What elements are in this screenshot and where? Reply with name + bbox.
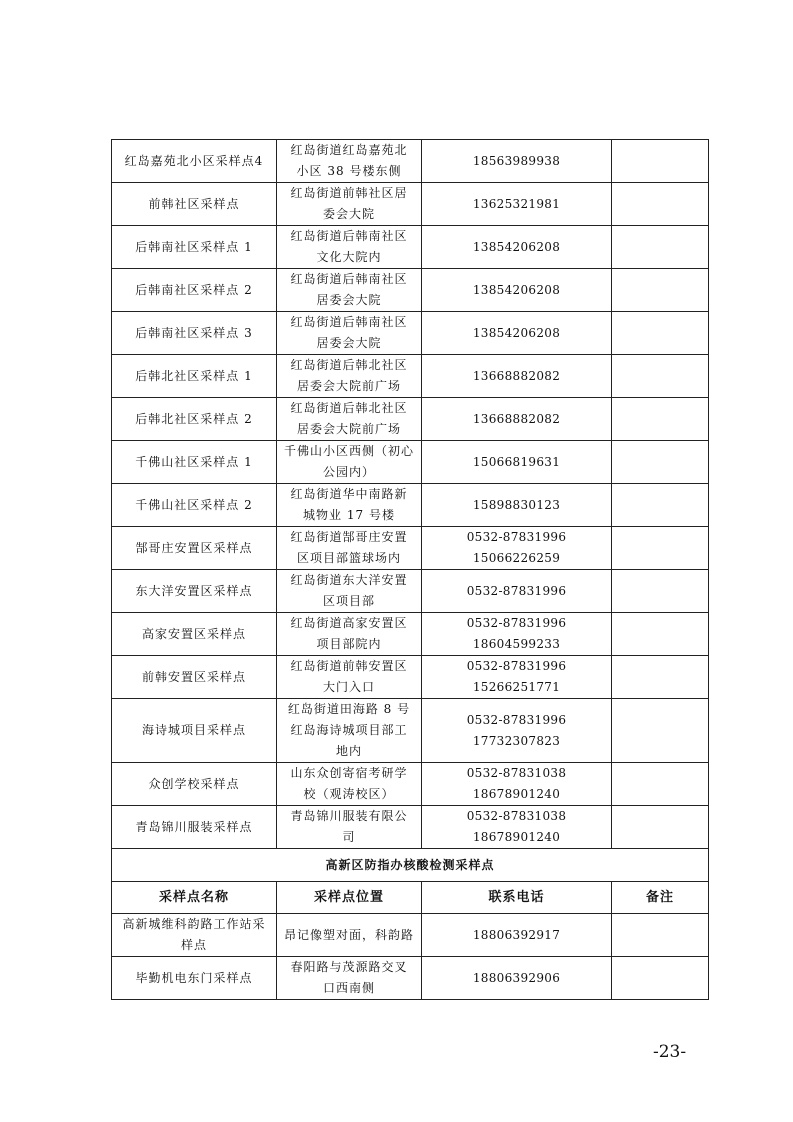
site-name-cell: 后韩南社区采样点 2: [112, 269, 277, 312]
cell-line: 17732307823: [472, 733, 561, 748]
site-name-cell: [112, 914, 277, 957]
cell-line: 居委会大院: [316, 336, 382, 350]
contact-phone-cell: [422, 183, 612, 226]
table-row: [112, 570, 709, 613]
contact-phone-cell: [422, 398, 612, 441]
cell-line: 红岛海诗城项目部工: [290, 723, 408, 737]
site-name-cell: 后韩北社区采样点 2: [112, 398, 277, 441]
note-cell: [612, 226, 709, 269]
site-location-cell: [277, 656, 422, 699]
site-location-cell: [277, 140, 422, 183]
cell-line: 口西南侧: [322, 981, 375, 995]
cell-line: 居委会大院前广场: [296, 379, 401, 393]
cell-line: 0532-87831038: [466, 766, 567, 780]
site-location-cell: [277, 613, 422, 656]
site-location-cell: [277, 699, 422, 763]
cell-line: 山东众创寄宿考研学: [290, 766, 408, 780]
table-row: [112, 269, 709, 312]
note-cell: [612, 527, 709, 570]
site-name-cell: 高家安置区采样点: [112, 613, 277, 656]
site-location-cell: [277, 484, 422, 527]
site-location-cell: [277, 806, 422, 849]
site-location-cell: [277, 398, 422, 441]
contact-phone-cell: [422, 226, 612, 269]
table-row: [112, 957, 709, 1000]
cell-line: 0532-87831996: [466, 616, 567, 630]
table-row: [112, 312, 709, 355]
cell-line: 13668882082: [472, 368, 561, 383]
table-row: [112, 441, 709, 484]
contact-phone-cell: [422, 527, 612, 570]
cell-line: 委会大院: [322, 207, 375, 221]
site-name-cell: 郜哥庄安置区采样点: [112, 527, 277, 570]
site-location-cell: [277, 226, 422, 269]
site-name-cell: 千佛山社区采样点 2: [112, 484, 277, 527]
cell-line: 18604599233: [472, 637, 561, 651]
contact-phone-cell: [422, 484, 612, 527]
cell-line: 区项目部: [322, 594, 375, 608]
site-location-cell: [277, 527, 422, 570]
site-name-cell: 后韩南社区采样点 3: [112, 312, 277, 355]
site-name-cell: [112, 957, 277, 1000]
cell-line: 13854206208: [472, 325, 561, 340]
cell-line: 小区 38 号楼东侧: [296, 164, 402, 178]
cell-line: 13854206208: [472, 282, 561, 297]
header-note: 备注: [612, 882, 709, 914]
cell-line: 红岛街道郜哥庄安置: [290, 530, 408, 544]
cell-line: 红岛街道后韩北社区: [290, 358, 408, 372]
table-row: [112, 183, 709, 226]
contact-phone-cell: [422, 613, 612, 656]
cell-line: 15066226259: [472, 551, 561, 565]
page-number: -23-: [653, 1042, 687, 1062]
cell-line: 红岛街道后韩南社区: [290, 315, 408, 329]
table-row: [112, 806, 709, 849]
header-contact-phone: 联系电话: [422, 882, 612, 914]
site-name-cell: 前韩安置区采样点: [112, 656, 277, 699]
cell-line: 大门入口: [322, 680, 375, 694]
site-location-cell: [277, 183, 422, 226]
cell-line: 昂记像塑对面，科韵路: [283, 927, 414, 942]
table-row: [112, 398, 709, 441]
site-location-cell: [277, 957, 422, 1000]
cell-line: 公园内）: [322, 465, 375, 479]
note-cell: [612, 441, 709, 484]
site-name-cell: 后韩北社区采样点 1: [112, 355, 277, 398]
site-location-cell: [277, 914, 422, 957]
table-row: [112, 699, 709, 763]
cell-line: 区项目部篮球场内: [296, 551, 401, 565]
sampling-points-table: [111, 139, 709, 1000]
section-title-row: [112, 849, 709, 882]
table-row: [112, 355, 709, 398]
note-cell: [612, 806, 709, 849]
contact-phone-cell: [422, 656, 612, 699]
site-name-cell: 红岛嘉苑北小区采样点4: [112, 140, 277, 183]
site-location-cell: [277, 312, 422, 355]
site-location-cell: [277, 355, 422, 398]
cell-line: 15898830123: [472, 497, 561, 512]
note-cell: [612, 957, 709, 1000]
note-cell: [612, 570, 709, 613]
cell-line: 高新城维科韵路工作站采: [122, 917, 266, 931]
table-row: [112, 140, 709, 183]
cell-line: 样点: [180, 938, 207, 952]
cell-line: 13625321981: [472, 196, 561, 211]
cell-line: 18563989938: [472, 153, 561, 168]
table-row: [112, 226, 709, 269]
site-name-cell: 众创学校采样点: [112, 763, 277, 806]
note-cell: [612, 269, 709, 312]
table-row: [112, 613, 709, 656]
cell-line: 校（观涛校区）: [303, 787, 395, 801]
cell-line: 红岛街道红岛嘉苑北: [290, 143, 408, 157]
table-row: [112, 527, 709, 570]
header-row: [112, 882, 709, 914]
cell-line: 红岛街道东大洋安置: [290, 573, 408, 587]
site-name-cell: 东大洋安置区采样点: [112, 570, 277, 613]
cell-line: 千佛山小区西侧（初心: [283, 444, 414, 458]
site-name-cell: 前韩社区采样点: [112, 183, 277, 226]
section-title: 高新区防指办核酸检测采样点: [112, 849, 709, 882]
cell-line: 13668882082: [472, 411, 561, 426]
cell-line: 13854206208: [472, 239, 561, 254]
cell-line: 红岛街道前韩安置区: [290, 659, 408, 673]
cell-line: 红岛街道前韩社区居: [290, 186, 408, 200]
cell-line: 0532-87831996: [466, 530, 567, 544]
cell-line: 0532-87831996: [466, 712, 567, 727]
contact-phone-cell: [422, 957, 612, 1000]
cell-line: 18678901240: [472, 830, 561, 844]
note-cell: [612, 355, 709, 398]
note-cell: [612, 183, 709, 226]
cell-line: 青岛锦川服装有限公: [290, 809, 408, 823]
cell-line: 红岛街道后韩南社区: [290, 272, 408, 286]
contact-phone-cell: [422, 140, 612, 183]
table-row: [112, 914, 709, 957]
table-row: [112, 656, 709, 699]
cell-line: 居委会大院前广场: [296, 422, 401, 436]
note-cell: [612, 914, 709, 957]
note-cell: [612, 484, 709, 527]
cell-line: 0532-87831996: [466, 583, 567, 598]
cell-line: 15266251771: [472, 680, 561, 694]
cell-line: 春阳路与茂源路交叉: [290, 960, 408, 974]
cell-line: 居委会大院: [316, 293, 382, 307]
site-name-cell: 后韩南社区采样点 1: [112, 226, 277, 269]
header-site-name: 采样点名称: [112, 882, 277, 914]
site-location-cell: [277, 570, 422, 613]
table-row: [112, 763, 709, 806]
cell-line: 红岛街道后韩北社区: [290, 401, 408, 415]
cell-line: 地内: [335, 744, 362, 758]
cell-line: 毕勤机电东门采样点: [135, 970, 253, 985]
cell-line: 司: [342, 830, 356, 844]
header-site-location: 采样点位置: [277, 882, 422, 914]
cell-line: 红岛街道华中南路新: [290, 487, 408, 501]
contact-phone-cell: [422, 806, 612, 849]
contact-phone-cell: [422, 441, 612, 484]
note-cell: [612, 656, 709, 699]
cell-line: 红岛街道高家安置区: [290, 616, 408, 630]
cell-line: 红岛街道田海路 8 号: [287, 702, 411, 716]
contact-phone-cell: [422, 355, 612, 398]
note-cell: [612, 613, 709, 656]
cell-line: 18806392917: [472, 927, 561, 942]
cell-line: 城物业 17 号楼: [303, 508, 395, 522]
cell-line: 红岛街道后韩南社区: [290, 229, 408, 243]
note-cell: [612, 763, 709, 806]
site-location-cell: [277, 269, 422, 312]
contact-phone-cell: [422, 914, 612, 957]
table-row: [112, 484, 709, 527]
note-cell: [612, 699, 709, 763]
cell-line: 项目部院内: [316, 637, 382, 651]
note-cell: [612, 398, 709, 441]
contact-phone-cell: [422, 763, 612, 806]
site-name-cell: 海诗城项目采样点: [112, 699, 277, 763]
cell-line: 文化大院内: [316, 250, 382, 264]
note-cell: [612, 140, 709, 183]
site-name-cell: 青岛锦川服装采样点: [112, 806, 277, 849]
cell-line: 18806392906: [472, 970, 561, 985]
cell-line: 15066819631: [472, 454, 561, 469]
site-location-cell: [277, 763, 422, 806]
site-name-cell: 千佛山社区采样点 1: [112, 441, 277, 484]
contact-phone-cell: [422, 312, 612, 355]
note-cell: [612, 312, 709, 355]
cell-line: 18678901240: [472, 787, 561, 801]
cell-line: 0532-87831996: [466, 659, 567, 673]
contact-phone-cell: [422, 570, 612, 613]
contact-phone-cell: [422, 269, 612, 312]
cell-line: 0532-87831038: [466, 809, 567, 823]
site-location-cell: [277, 441, 422, 484]
contact-phone-cell: [422, 699, 612, 763]
